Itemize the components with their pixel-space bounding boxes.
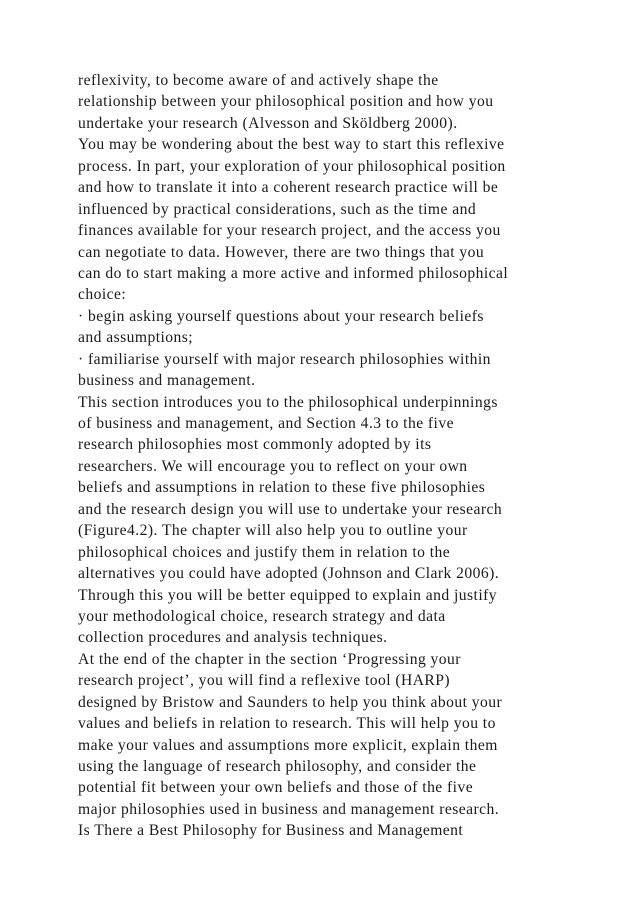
text-line: alternatives you could have adopted (Johnson and Clark 2006). bbox=[78, 565, 500, 583]
text-line: This section introduces you to the philosophical underpinnings bbox=[78, 393, 498, 411]
text-line: collection procedures and analysis techniques. bbox=[78, 629, 388, 647]
text-line: make your values and assumptions more explicit, explain them bbox=[78, 736, 498, 754]
text-line: You may be wondering about the best way to start this reflexive bbox=[78, 136, 505, 154]
text-line: and the research design you will use to undertake your research bbox=[78, 500, 503, 518]
section-heading: Is There a Best Philosophy for Business and Management bbox=[78, 822, 464, 840]
text-line: using the language of research philosophy, and consider the bbox=[78, 758, 477, 775]
text-line: and assumptions; bbox=[78, 329, 194, 347]
text-line: philosophical choices and justify them in relation to the bbox=[78, 543, 451, 561]
text-line: relationship between your philosophical position and how you bbox=[78, 93, 494, 111]
bullet-line: · begin asking yourself questions about your research beliefs bbox=[78, 307, 484, 325]
bullet-line: · familiarise yourself with major research philosophies within bbox=[78, 350, 491, 368]
text-line: can negotiate to data. However, there are two things that you bbox=[78, 243, 485, 261]
text-line: your methodological choice, research strategy and data bbox=[78, 607, 446, 625]
text-line: Through this you will be better equipped to explain and justify bbox=[78, 586, 497, 604]
body-text bbox=[78, 70, 618, 842]
text-line: beliefs and assumptions in relation to these five philosophies bbox=[78, 479, 486, 497]
text-line: research philosophies most commonly adopted by its bbox=[78, 436, 432, 454]
text-line: can do to start making a more active and informed philosophical bbox=[78, 264, 509, 282]
text-line: values and beliefs in relation to research. This will help you to bbox=[78, 715, 496, 733]
text-line: business and management. bbox=[78, 372, 256, 390]
text-line: influenced by practical considerations, such as the time and bbox=[78, 200, 477, 218]
text-line: potential fit between your own beliefs and those of the five bbox=[78, 779, 474, 797]
text-line: research project’, you will find a reflexive tool (HARP) bbox=[78, 672, 451, 690]
text-line: (Figure4.2). The chapter will also help you to outline your bbox=[78, 522, 468, 540]
text-line: choice: bbox=[78, 286, 127, 304]
text-line: undertake your research (Alvesson and Sköldberg 2000). bbox=[78, 114, 458, 132]
text-line: designed by Bristow and Saunders to help you think about your bbox=[78, 693, 503, 711]
text-line: At the end of the chapter in the section ‘Progressing your bbox=[78, 650, 461, 668]
text-line: finances available for your research project, and the access you bbox=[78, 222, 501, 240]
text-line: and how to translate it into a coherent research practice will be bbox=[78, 179, 499, 197]
text-line: process. In part, your exploration of your philosophical position bbox=[78, 157, 506, 175]
text-line: of business and management, and Section 4.3 to the five bbox=[78, 415, 454, 432]
text-line: researchers. We will encourage you to reflect on your own bbox=[78, 457, 468, 475]
text-line: reflexivity, to become aware of and actively shape the bbox=[78, 72, 439, 89]
text-line: major philosophies used in business and management research. bbox=[78, 800, 500, 818]
